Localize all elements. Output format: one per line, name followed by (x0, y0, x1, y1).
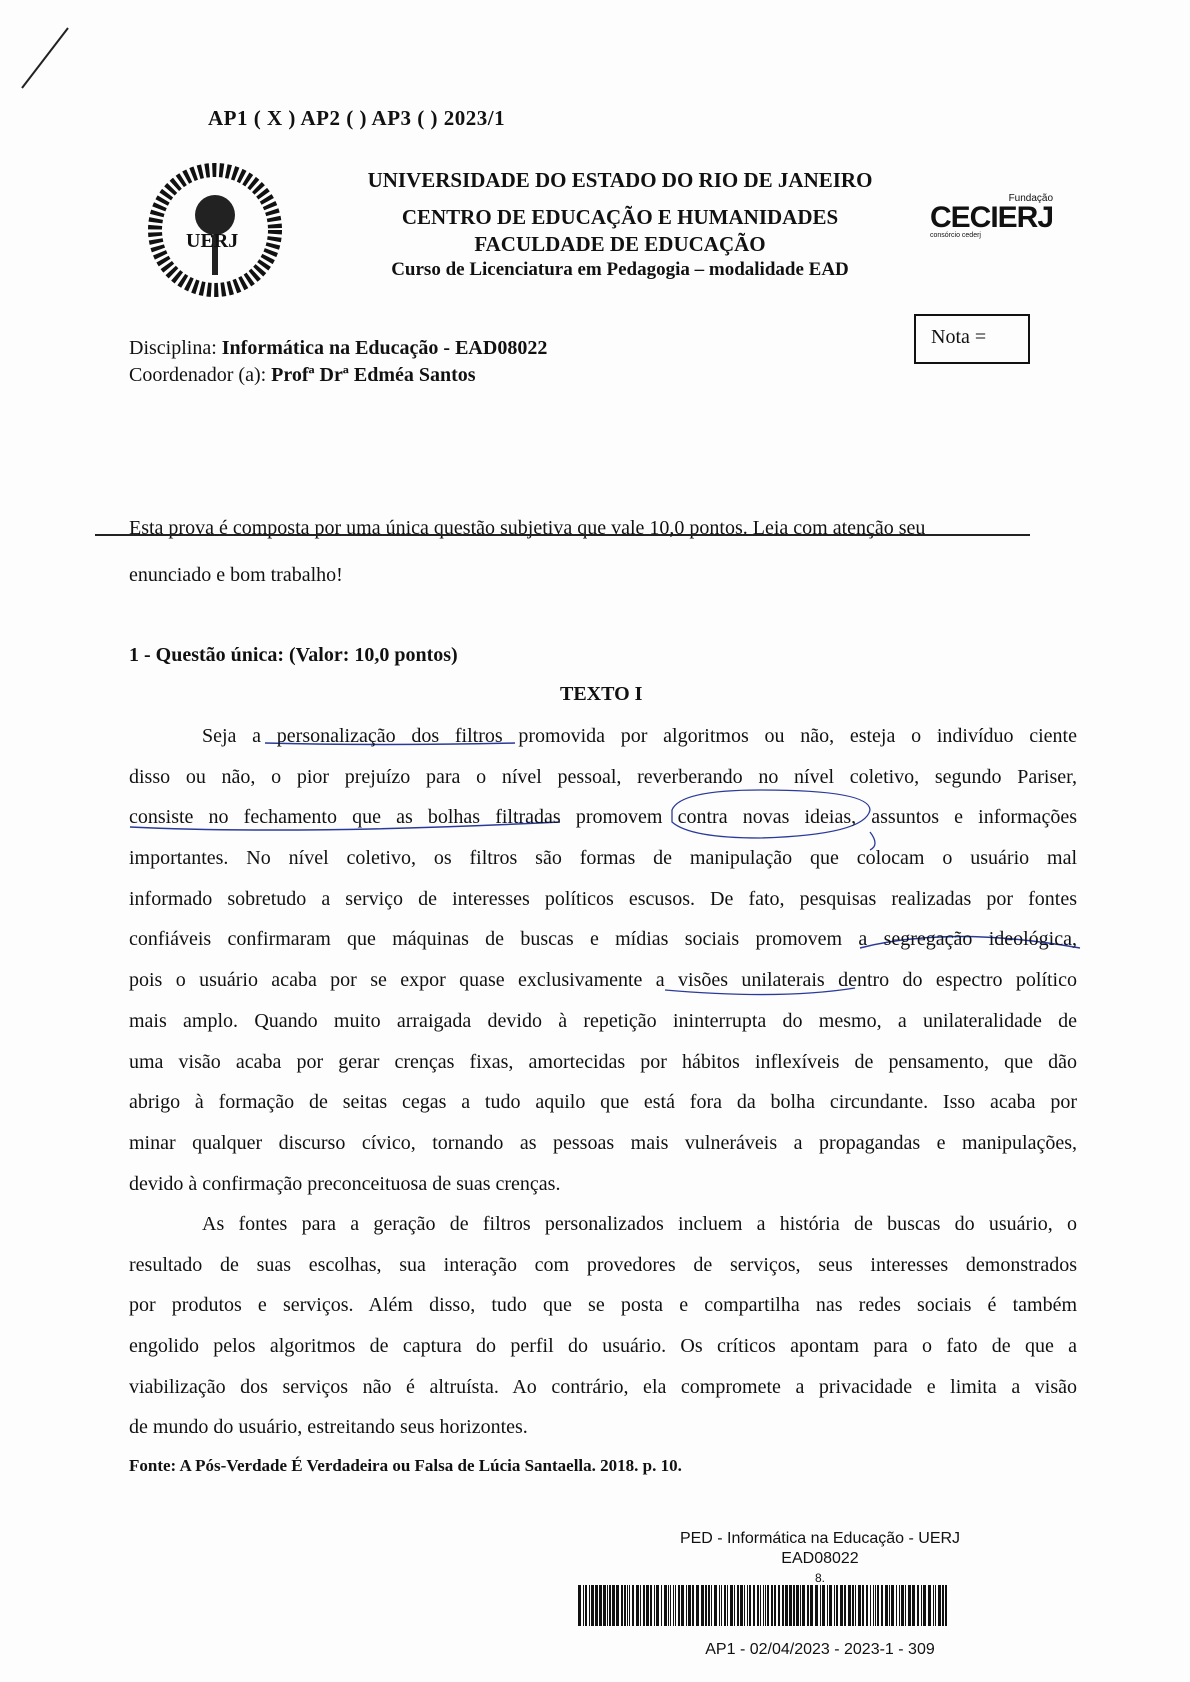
barcode-bar (708, 1585, 710, 1626)
barcode-bar (668, 1585, 669, 1626)
logo-fundacao-text: Fundação (1008, 193, 1054, 204)
coordinator-line (129, 364, 476, 387)
barcode-bar (744, 1585, 745, 1626)
label-exam-id: AP1 - 02/04/2023 - 2023-1 - 309 (705, 1641, 935, 1658)
barcode-bar (650, 1585, 652, 1626)
page-fold-line (95, 534, 1030, 536)
text-line: resultado de suas escolhas, sua interação com provedores de serviços, seus interesses demonstrados (129, 1253, 1077, 1276)
barcode-bar (664, 1585, 667, 1626)
text-line: viabilização dos serviços não é altruísta. Ao contrário, ela compromete a privacidade e limita a visão (129, 1375, 1077, 1398)
barcode-bar (578, 1585, 581, 1626)
coordinator-value: Profª Drª Edméa Santos (271, 364, 476, 386)
barcode-bar (696, 1585, 699, 1626)
barcode-bar (778, 1585, 780, 1626)
barcode-bar (585, 1585, 587, 1626)
barcode-bar (933, 1585, 934, 1626)
barcode-bar (681, 1585, 684, 1626)
barcode-bar (734, 1585, 735, 1626)
barcode-bar (624, 1585, 626, 1626)
text-line: abrigo à formação de seitas cegas a tudo aquilo que está fora da bolha circundante. Isso acaba por (129, 1091, 1077, 1114)
barcode-bar (612, 1585, 615, 1626)
barcode-bar (705, 1585, 707, 1626)
barcode-bar (678, 1585, 680, 1626)
barcode-bar (711, 1585, 712, 1626)
barcode-bar (785, 1585, 788, 1626)
barcode-bar (686, 1585, 687, 1626)
text-line: de mundo do usuário, estreitando seus horizontes. (129, 1416, 528, 1439)
barcode-bar (885, 1585, 888, 1626)
barcode-bar (583, 1585, 584, 1626)
barcode-bar (719, 1585, 720, 1626)
barcode-bar (603, 1585, 606, 1626)
barcode-bar (621, 1585, 623, 1626)
barcode-bar (923, 1585, 926, 1626)
grade-box: Nota = (914, 314, 1030, 364)
barcode-bar (820, 1585, 821, 1626)
barcode-bar (858, 1585, 861, 1626)
barcode-bar (800, 1585, 801, 1626)
barcode-bar (688, 1585, 691, 1626)
barcode-bar (661, 1585, 662, 1626)
barcode-bar (796, 1585, 799, 1626)
paragraph-1 (129, 716, 1077, 1204)
faculty-name: FACULDADE DE EDUCAÇÃO (474, 232, 766, 256)
paragraph-2 (129, 1204, 1077, 1448)
barcode-bar (782, 1585, 784, 1626)
barcode-bar (881, 1585, 883, 1626)
barcode-bar (928, 1585, 931, 1626)
barcode-bar (654, 1585, 655, 1626)
barcode-bar (757, 1585, 759, 1626)
text-line: minar qualquer discurso cívico, tornando as pessoas mais vulneráveis a propagandas e manipulações, (129, 1131, 1077, 1154)
barcode-bar (727, 1585, 728, 1626)
source-citation: Fonte: A Pós-Verdade É Verdadeira ou Falsa de Lúcia Santaella. 2018. p. 10. (129, 1456, 682, 1475)
barcode-bar (701, 1585, 704, 1626)
text-line: Seja a personalização dos filtros promovida por algoritmos ou não, esteja o indivíduo ciente (202, 725, 1077, 747)
label-number: 8. (814, 1571, 825, 1585)
text-line: uma visão acaba por gerar crenças fixas, amortecidas por hábitos inflexíveis de pensamento, que dão (129, 1050, 1077, 1073)
barcode-bar (889, 1585, 890, 1626)
text-line: disso ou não, o pior prejuízo para o nível pessoal, reverberando no nível coletivo, segundo Pariser, (129, 765, 1077, 788)
logo-cecierj-text: CECIERJ (930, 201, 1054, 234)
label-code: EAD08022 (781, 1550, 859, 1567)
barcode-bar (870, 1585, 871, 1626)
barcode-bar (912, 1585, 915, 1626)
barcode-bar (807, 1585, 809, 1626)
barcode-bar (767, 1585, 769, 1626)
barcode-bar (789, 1585, 792, 1626)
barcode-bar (740, 1585, 743, 1626)
barcode-bar (629, 1585, 630, 1626)
barcode-bar (822, 1585, 825, 1626)
barcode-bar (905, 1585, 906, 1626)
cecierj-logo (930, 193, 1053, 239)
svg-text:UERJ: UERJ (186, 230, 239, 252)
barcode-bar (840, 1585, 843, 1626)
text-line: As fontes para a geração de filtros personalizados incluem a história de buscas do usuário, o (202, 1213, 1077, 1235)
barcode-bar (917, 1585, 919, 1626)
text-heading: TEXTO I (560, 683, 643, 705)
barcode-bar (643, 1585, 645, 1626)
barcode-bar (636, 1585, 639, 1626)
uerj-seal-logo (150, 165, 280, 295)
barcode (578, 1585, 951, 1626)
barcode-bar (855, 1585, 856, 1626)
text-line: devido à confirmação preconceituosa de suas crenças. (129, 1172, 561, 1195)
barcode-bar (730, 1585, 733, 1626)
barcode-bar (607, 1585, 608, 1626)
barcode-bar (834, 1585, 835, 1626)
discipline-line (129, 337, 547, 360)
label-course: PED - Informática na Educação - UERJ (679, 1530, 961, 1547)
barcode-bar (595, 1585, 598, 1626)
barcode-bar (875, 1585, 876, 1626)
barcode-bar (935, 1585, 936, 1626)
barcode-bar (866, 1585, 868, 1626)
barcode-bar (774, 1585, 776, 1626)
barcode-bar (829, 1585, 832, 1626)
discipline-value: Informática na Educação - EAD08022 (221, 337, 548, 359)
barcode-bar (921, 1585, 922, 1626)
barcode-bar (589, 1585, 590, 1626)
course-name: Curso de Licenciatura em Pedagogia – modalidade EAD (391, 259, 849, 280)
barcode-bar (609, 1585, 611, 1626)
coordinator-label: Coordenador (a): (129, 364, 272, 386)
barcode-bar (724, 1585, 726, 1626)
text-line: por produtos e serviços. Além disso, tudo que se posta e compartilha nas redes sociais é também (129, 1294, 1077, 1317)
barcode-bar (899, 1585, 900, 1626)
barcode-bar (673, 1585, 674, 1626)
logo-cederj-text: consórcio cederj (930, 232, 981, 239)
university-name: UNIVERSIDADE DO ESTADO DO RIO DE JANEIRO (367, 168, 873, 192)
barcode-bar (836, 1585, 838, 1626)
barcode-bar (675, 1585, 676, 1626)
barcode-bar (640, 1585, 641, 1626)
barcode-bar (891, 1585, 894, 1626)
barcode-bar (632, 1585, 634, 1626)
barcode-bar (844, 1585, 846, 1626)
text-line: mais amplo. Quando muito arraigada devido à repetição ininterrupta do mesmo, a unilateralidade de (129, 1009, 1077, 1032)
barcode-bar (873, 1585, 874, 1626)
instructions-line-1 (129, 517, 926, 543)
barcode-bar (737, 1585, 739, 1626)
text-line: engolido pelos algoritmos de captura do perfil do usuário. Os críticos apontam para o fato de que a (129, 1335, 1077, 1358)
barcode-bar (591, 1585, 594, 1626)
barcode-bar (802, 1585, 805, 1626)
instructions-line-2: enunciado e bom trabalho! (129, 564, 343, 586)
barcode-bar (753, 1585, 755, 1626)
barcode-bar (646, 1585, 649, 1626)
assessment-selector: AP1 ( X ) AP2 ( ) AP3 ( ) 2023/1 (208, 106, 506, 130)
barcode-bar (763, 1585, 764, 1626)
barcode-bar (815, 1585, 818, 1626)
barcode-bar (908, 1585, 911, 1626)
barcode-bar (656, 1585, 659, 1626)
barcode-bar (862, 1585, 864, 1626)
barcode-bar (616, 1585, 619, 1626)
barcode-bar (670, 1585, 671, 1626)
text-line: pois o usuário acaba por se expor quase exclusivamente a visões unilaterais dentro do espectro político (129, 969, 1077, 992)
text-line: importantes. No nível coletivo, os filtros são formas de manipulação que colocam o usuário mal (129, 847, 1077, 870)
question-title: 1 - Questão única: (Valor: 10,0 pontos) (129, 644, 458, 666)
barcode-bar (599, 1585, 602, 1626)
barcode-bar (810, 1585, 813, 1626)
discipline-label: Disciplina: (129, 337, 222, 359)
instructions-text-1: Esta prova é composta por uma única questão subjetiva que vale 10,0 pontos. Leia com atenção seu (129, 517, 926, 539)
barcode-bar (747, 1585, 748, 1626)
barcode-bar (714, 1585, 717, 1626)
barcode-bar (793, 1585, 795, 1626)
barcode-bar (896, 1585, 897, 1626)
text-line: informado sobretudo a serviço de interesses políticos escusos. De fato, pesquisas realizadas por fontes (129, 887, 1077, 910)
text-line: confiáveis confirmaram que máquinas de buscas e mídias sociais promovem a segregação ideológica, (129, 928, 1077, 951)
barcode-bar (848, 1585, 851, 1626)
barcode-bar (901, 1585, 904, 1626)
center-name: CENTRO DE EDUCAÇÃO E HUMANIDADES (401, 205, 839, 229)
barcode-bar (749, 1585, 751, 1626)
barcode-bar (760, 1585, 761, 1626)
barcode-bar (627, 1585, 628, 1626)
barcode-bar (945, 1585, 947, 1626)
barcode-bar (765, 1585, 766, 1626)
barcode-bar (692, 1585, 694, 1626)
barcode-bar (852, 1585, 854, 1626)
text-line: consiste no fechamento que as bolhas filtradas promovem contra novas ideias, assuntos e informações (129, 806, 1077, 829)
barcode-bar (721, 1585, 722, 1626)
barcode-bar (827, 1585, 828, 1626)
barcode-bar (942, 1585, 944, 1626)
barcode-bar (938, 1585, 941, 1626)
barcode-bar (877, 1585, 879, 1626)
barcode-bar (771, 1585, 773, 1626)
